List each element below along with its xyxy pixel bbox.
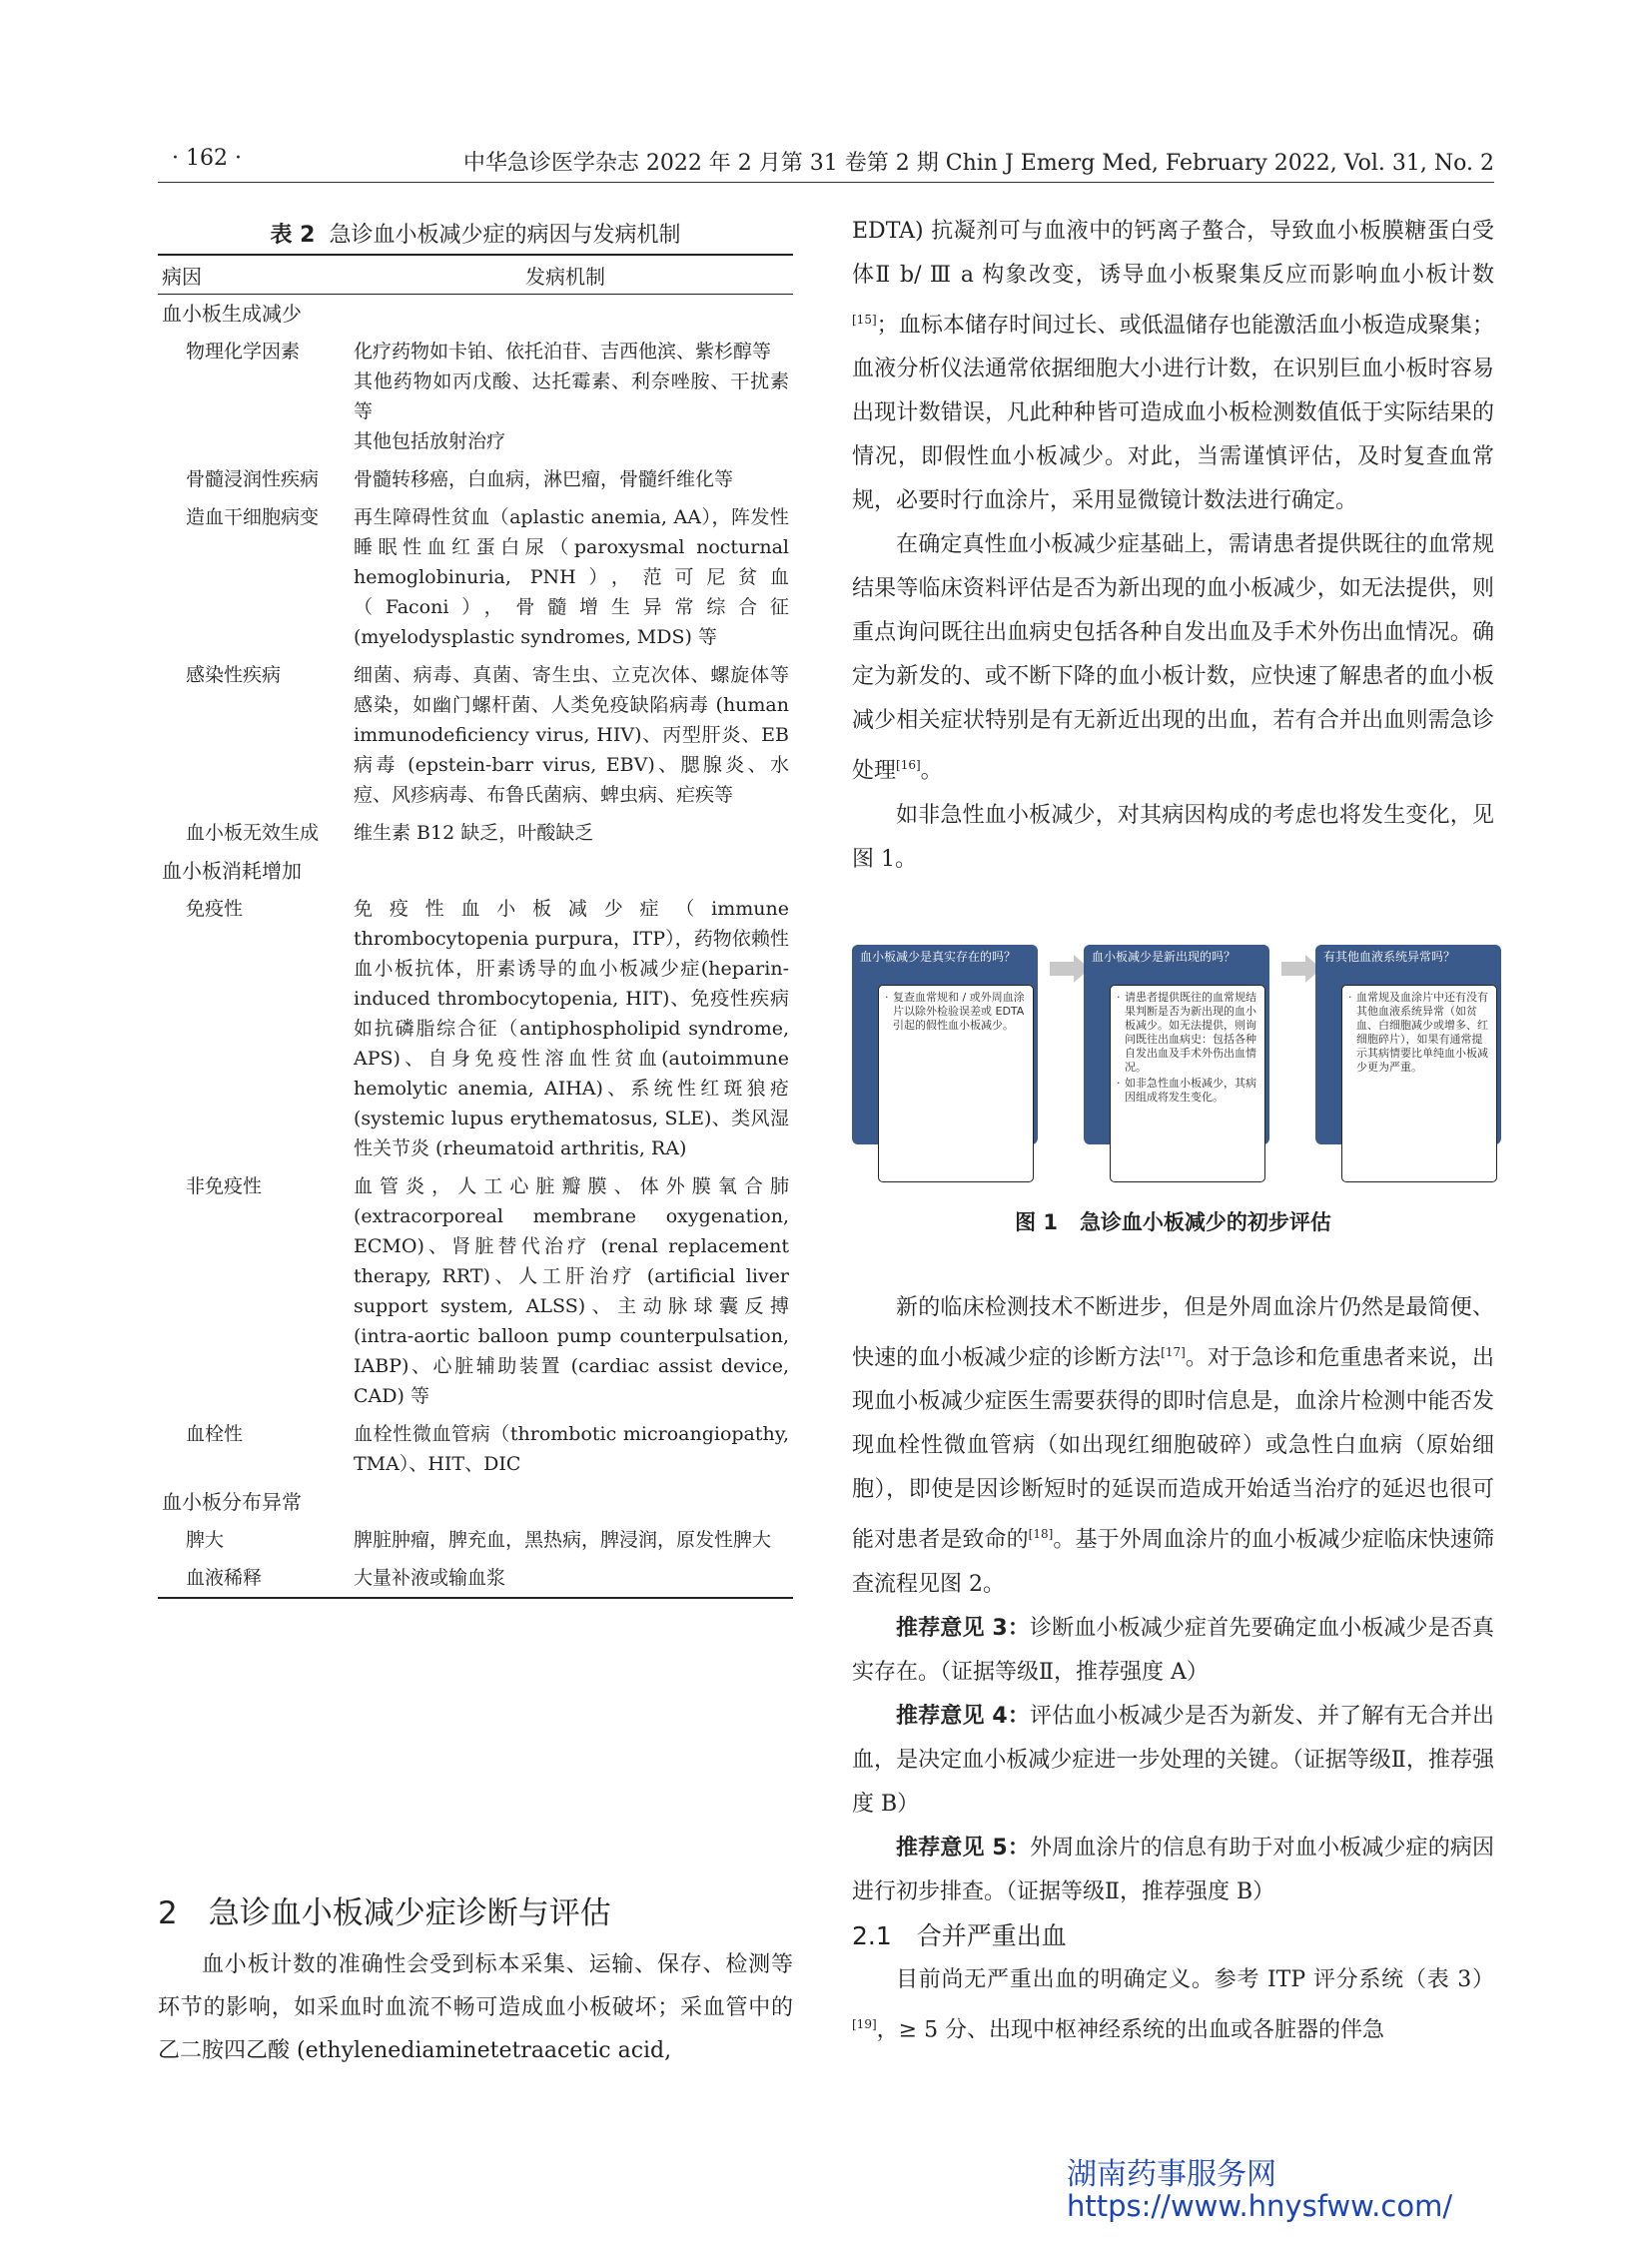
right-column-text-lower xyxy=(852,1286,1494,2052)
watermark-title: 湖南药事服务网 xyxy=(1067,2157,1276,2192)
table-body xyxy=(158,295,793,1597)
table-row xyxy=(158,498,793,656)
paragraph: 新的临床检测技术不断进步，但是外周血涂片仍然是最简便、快速的血小板减少症的诊断方法[17]。对于急诊和危重患者来说，出现血小板减少症医生需要获得的即时信息是，血涂片检测中能否发现血栓性微血管病（如出现红细胞破碎）或急性白血病（原始细胞），即使是因诊断短时的延误而造成开始适当治疗的延迟也很可能对患者是致命的[18]。基于外周血涂片的血小板减少症临床快速筛查流程见图 2。 xyxy=(852,1295,1494,1597)
table-group-heading: 血小板消耗增加 xyxy=(162,859,302,883)
journal-header: 中华急诊医学杂志 2022 年 2 月第 31 卷第 2 期 Chin J Emerg Med, February 2022, Vol. 31, No. 2 xyxy=(462,151,1494,176)
etiology-table xyxy=(158,254,793,1599)
figure-box-1 xyxy=(852,945,1038,1182)
table-title: 急诊血小板减少症的病因与发病机制 xyxy=(329,223,681,248)
paragraph: 如非急性血小板减少，对其病因构成的考虑也将发生变化，见图 1。 xyxy=(852,802,1494,872)
cause-cell: 感染性疾病 xyxy=(186,664,282,686)
table-row xyxy=(158,1415,793,1483)
recommendation-4: 推荐意见 4：评估血小板减少是否为新发、并了解有无合并出血，是决定血小板减少症进一步处理的关键。（证据等级Ⅱ，推荐强度 B） xyxy=(852,1703,1494,1817)
table-row xyxy=(158,460,793,498)
table-row xyxy=(158,333,793,460)
table-row xyxy=(158,1521,793,1559)
table-row xyxy=(158,1167,793,1415)
section-title: 2 急诊血小板减少症诊断与评估 xyxy=(158,1895,611,1931)
paragraph: EDTA) 抗凝剂可与血液中的钙离子螯合，导致血小板膜糖蛋白受体Ⅱ b/ Ⅲ a 构象改变，诱导血小板聚集反应而影响血小板计数[15]；血标本储存时间过长、或低温储存也能激活血小板造成聚集；血液分析仪法通常依据细胞大小进行计数，在识别巨血小板时容易出现计数错误，凡此种种皆可造成血小板检测数值低于实际结果的情况，即假性血小板减少。对此，当需谨慎评估，及时复查血常规，必要时行血涂片，采用显微镜计数法进行确定。 xyxy=(852,219,1494,514)
mechanism-line: 化疗药物如卡铂、依托泊苷、吉西他滨、紫杉醇等 xyxy=(354,341,772,363)
cause-cell: 血栓性 xyxy=(186,1423,244,1445)
reference-19[interactable]: [19] xyxy=(852,2016,877,2031)
recommendation-5: 推荐意见 5：外周血涂片的信息有助于对血小板减少症的病因进行初步排查。（证据等级Ⅱ，推荐强度 B） xyxy=(852,1835,1494,1904)
mechanism-cell xyxy=(354,660,793,810)
header-rule xyxy=(158,182,1494,183)
cause-cell: 造血干细胞病变 xyxy=(186,506,320,528)
mechanism-line: 细菌、病毒、真菌、寄生虫、立克次体、螺旋体等感染，如幽门螺杆菌、人类免疫缺陷病毒 (human immunodeficiency virus, HIV)、丙型肝炎、EB 病毒 (epstein-barr virus, EBV)、腮腺炎、水痘、风疹病毒、布鲁氏菌病、蜱虫病、疟疾等 xyxy=(354,664,789,806)
mechanism-line: 血栓性微血管病（thrombotic microangiopathy, TMA）、HIT、DIC xyxy=(354,1423,789,1475)
mechanism-cell xyxy=(354,894,793,1163)
figure-label: 图 1 xyxy=(1015,1210,1058,1234)
reference-15[interactable]: [15] xyxy=(852,313,877,327)
table-row xyxy=(158,814,793,852)
mechanism-cell xyxy=(354,502,793,652)
table-group-heading: 血小板生成减少 xyxy=(162,302,302,326)
paragraph: 在确定真性血小板减少症基础上，需请患者提供既往的血常规结果等临床资料评估是否为新出现的血小板减少，如无法提供，则重点询问既往出血病史包括各种自发出血及手术外伤出血情况。确定为新发的、或不断下降的血小板计数，应快速了解患者的血小板减少相关症状特别是有无新近出现的出血，若有合并出血则需急诊处理[16]。 xyxy=(852,532,1494,784)
figure-box-3 xyxy=(1315,945,1501,1182)
table-group-heading: 血小板分布异常 xyxy=(162,1490,302,1514)
mechanism-cell xyxy=(354,337,793,456)
mechanism-cell xyxy=(354,818,793,848)
reference-18[interactable]: [18] xyxy=(1028,1527,1054,1542)
subsection-title: 2.1 合并严重出血 xyxy=(852,1920,1067,1950)
cause-cell: 脾大 xyxy=(186,1529,225,1551)
mechanism-line: 再生障碍性贫血（aplastic anemia, AA），阵发性睡眠性血红蛋白尿（paroxysmal nocturnal hemoglobinuria, PNH），范可尼贫血（Faconi），骨髓增生异常综合征(myelodysplastic syndromes, MDS) 等 xyxy=(354,506,789,648)
box-item: · 请患者提供既往的血常规结果判断是否为新出现的血小板减少。如无法提供，则询问既往出血病史：包括各种自发出血及手术外伤出血情况。 xyxy=(1125,991,1258,1075)
table-header xyxy=(158,256,793,295)
figure-1 xyxy=(852,939,1494,1188)
cause-cell: 血小板无效生成 xyxy=(186,822,320,844)
table-row xyxy=(158,656,793,814)
box-item: · 血常规及血涂片中还有没有其他血液系统异常（如贫血、白细胞减少或增多、红细胞碎片），如果有通常提示其病情要比单纯血小板减少更为严重。 xyxy=(1356,991,1490,1075)
mechanism-line: 其他包括放射治疗 xyxy=(354,430,506,452)
mechanism-cell xyxy=(354,1563,793,1593)
cause-cell: 血液稀释 xyxy=(186,1567,263,1589)
box-heading: 有其他血液系统异常吗？ xyxy=(1323,950,1456,964)
watermark-url[interactable]: https://www.hnysfww.com/ xyxy=(1067,2189,1453,2223)
table-row xyxy=(158,890,793,1167)
page-number: · 162 · xyxy=(172,146,242,171)
reference-17[interactable]: [17] xyxy=(1161,1345,1186,1359)
mechanism-cell xyxy=(354,1525,793,1555)
mechanism-line: 维生素 B12 缺乏，叶酸缺乏 xyxy=(354,822,594,844)
recommendation-3: 推荐意见 3：诊断血小板减少症首先要确定血小板减少是否真实存在。（证据等级Ⅱ，推荐强度 A） xyxy=(852,1615,1494,1685)
mechanism-cell xyxy=(354,1171,793,1411)
table-row xyxy=(158,1559,793,1597)
mechanism-line: 大量补液或输血浆 xyxy=(354,1567,506,1589)
table-caption xyxy=(158,218,793,249)
reference-16[interactable]: [16] xyxy=(896,758,921,773)
mechanism-line: 血管炎，人工心脏瓣膜、体外膜氧合肺 (extracorporeal membrane oxygenation, ECMO)、肾脏替代治疗 (renal replacement therapy, RRT)、人工肝治疗 (artificial liver support system, ALSS)、主动脉球囊反搏 (intra-aortic balloon pump counterpulsation, IABP)、心脏辅助装置 (cardiac assist device, CAD) 等 xyxy=(354,1175,789,1407)
mechanism-line: 骨髓转移癌，白血病，淋巴瘤，骨髓纤维化等 xyxy=(354,468,734,490)
section2-paragraph xyxy=(158,1943,793,2072)
box-item: · 复查血常规和 / 或外周血涂片以除外检验误差或 EDTA 引起的假性血小板减少。 xyxy=(893,991,1027,1033)
paragraph: 目前尚无严重出血的明确定义。参考 ITP 评分系统（表 3）[19]，≥ 5 分、出现中枢神经系统的出血或各脏器的伴急 xyxy=(852,1966,1494,2042)
box-heading: 血小板减少是真实存在的吗？ xyxy=(860,950,1017,964)
mechanism-line: 免疫性血小板减少症（immune thrombocytopenia purpura，ITP），药物依赖性血小板抗体，肝素诱导的血小板减少症(heparin-induced thrombocytopenia, HIT)、免疫性疾病如抗磷脂综合征（antiphospholipid syndrome, APS)、自身免疫性溶血性贫血(autoimmune hemolytic anemia, AIHA)、系统性红斑狼疮 (systemic lupus erythematosus, SLE)、类风湿性关节炎 (rheumatoid arthritis, RA) xyxy=(354,898,789,1159)
box-item: · 如非急性血小板减少，其病因组成将发生变化。 xyxy=(1125,1077,1258,1105)
mechanism-cell xyxy=(354,464,793,494)
cause-cell: 非免疫性 xyxy=(186,1175,263,1197)
col-mechanism-header: 发病机制 xyxy=(525,264,605,289)
paragraph: 血小板计数的准确性会受到标本采集、运输、保存、检测等环节的影响，如采血时血流不畅可造成血小板破坏；采血管中的乙二胺四乙酸 (ethylenediaminetetraacetic acid, xyxy=(158,1952,793,2063)
box-heading: 血小板减少是新出现的吗？ xyxy=(1092,950,1237,964)
col-cause-header: 病因 xyxy=(162,264,202,289)
cause-cell: 免疫性 xyxy=(186,898,244,920)
cause-cell: 骨髓浸润性疾病 xyxy=(186,468,320,490)
figure-caption xyxy=(852,1206,1494,1236)
table-label: 表 2 xyxy=(270,223,316,248)
mechanism-cell xyxy=(354,1419,793,1479)
mechanism-line: 脾脏肿瘤，脾充血，黑热病，脾浸润，原发性脾大 xyxy=(354,1529,772,1551)
cause-cell: 物理化学因素 xyxy=(186,341,301,363)
mechanism-line: 其他药物如丙戊酸、达托霉素、利奈唑胺、干扰素等 xyxy=(354,371,789,422)
right-column-text xyxy=(852,210,1494,882)
figure-title: 急诊血小板减少的初步评估 xyxy=(1079,1210,1331,1234)
figure-box-2 xyxy=(1084,945,1269,1182)
